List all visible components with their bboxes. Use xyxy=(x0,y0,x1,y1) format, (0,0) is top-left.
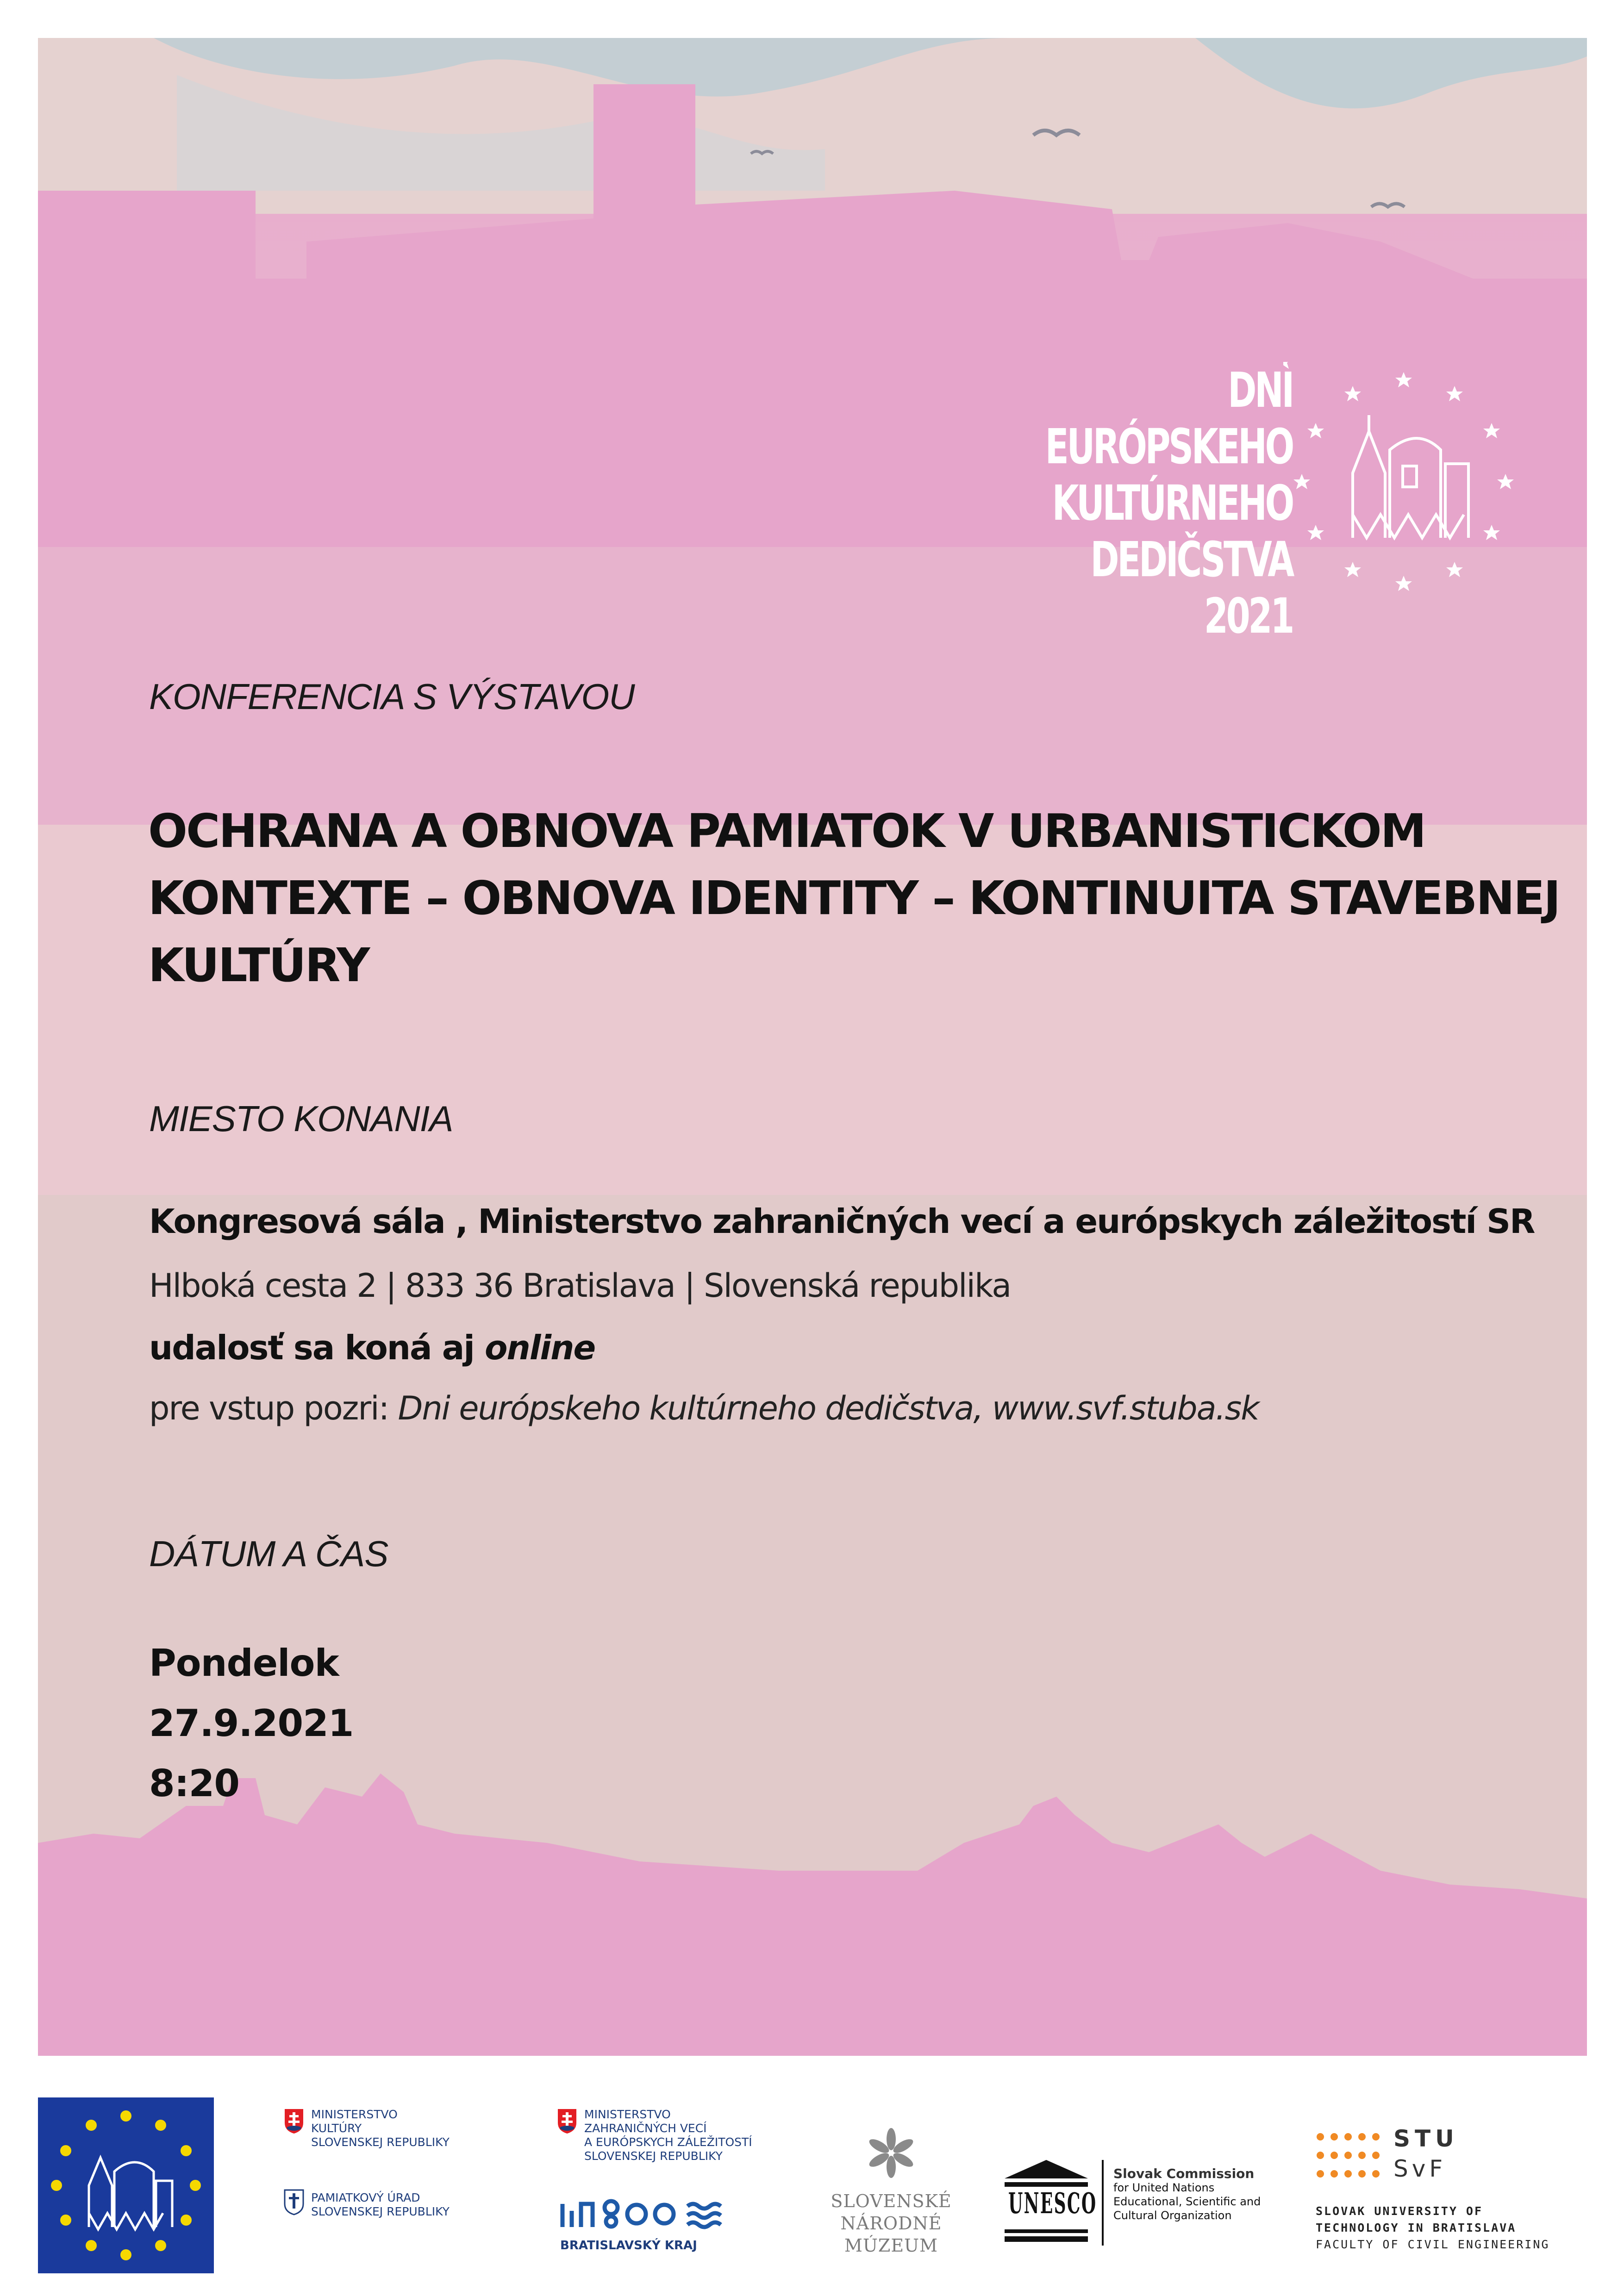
unesco-wordmark: UNESCO xyxy=(1008,2186,1097,2220)
event-type-label: KONFERENCIA S VÝSTAVOU xyxy=(149,676,635,717)
eu-heritage-flag-icon xyxy=(38,2097,214,2273)
national-museum-line-1: SLOVENSKÉ xyxy=(831,2191,952,2211)
unesco-commission-line-2: for United Nations xyxy=(1113,2181,1215,2194)
european-heritage-days-stars-icon xyxy=(1283,362,1524,603)
unesco-commission-line-4: Cultural Organization xyxy=(1113,2209,1232,2222)
logo-line-3: DEDIČSTVA xyxy=(1090,531,1293,588)
ministry-foreign-line-2: ZAHRANIČNÝCH VECÍ xyxy=(584,2122,707,2135)
stu-name-line-2: TECHNOLOGY IN BRATISLAVA xyxy=(1316,2221,1517,2234)
access-prefix: pre vstup pozri: xyxy=(149,1389,398,1427)
stu-wordmark: STU xyxy=(1393,2125,1459,2152)
monuments-office-label xyxy=(311,2191,450,2219)
slovak-coat-of-arms-icon-2 xyxy=(556,2107,579,2134)
event-date: 27.9.2021 xyxy=(149,1702,354,1745)
logo-line-4: 2021 xyxy=(1204,588,1293,644)
bratislava-region-logo-icon xyxy=(558,2195,734,2232)
datetime-label: DÁTUM A ČAS xyxy=(149,1533,388,1574)
online-prefix: udalosť sa koná aj xyxy=(149,1328,485,1367)
ministry-foreign-line-3: A EURÓPSKYCH ZÁLEŽITOSTÍ xyxy=(584,2135,752,2149)
venue-name: Kongresová sála , Ministerstvo zahraničných vecí a európskych záležitostí SR xyxy=(149,1202,1535,1241)
national-museum-line-2: NÁRODNÉ xyxy=(840,2213,942,2234)
poster-background xyxy=(38,38,1587,2056)
ministry-foreign-label xyxy=(584,2108,752,2163)
stu-name-label xyxy=(1316,2203,1549,2253)
unesco-commission-line-3: Educational, Scientific and xyxy=(1113,2195,1261,2208)
stu-name-line-3: FACULTY OF CIVIL ENGINEERING xyxy=(1316,2238,1550,2251)
stu-name-line-1: SLOVAK UNIVERSITY OF xyxy=(1316,2204,1483,2218)
unesco-divider xyxy=(1102,2160,1104,2246)
national-museum-line-3: MÚZEUM xyxy=(844,2235,938,2256)
monuments-office-emblem-icon xyxy=(282,2188,306,2215)
ministry-foreign-line-1: MINISTERSTVO xyxy=(584,2108,671,2121)
ministry-culture-label xyxy=(311,2108,450,2149)
unesco-commission-label xyxy=(1113,2167,1261,2222)
access-link[interactable]: Dni európskeho kultúrneho dedičstva, www.svf.stuba.sk xyxy=(398,1389,1259,1427)
event-logo-wordmark xyxy=(894,362,1293,644)
monuments-office-line-2: SLOVENSKEJ REPUBLIKY xyxy=(311,2205,450,2218)
venue-address: Hlboká cesta 2 | 833 36 Bratislava | Slovenská republika xyxy=(149,1267,1011,1305)
national-museum-label xyxy=(826,2190,956,2257)
logo-line-1: DNI EURÓPSKEHO xyxy=(1045,362,1293,475)
event-time: 8:20 xyxy=(149,1762,239,1805)
ministry-culture-line-2: KULTÚRY xyxy=(311,2122,362,2135)
logo-line-2: KULTÚRNEHO xyxy=(1052,475,1293,531)
venue-label: MIESTO KONANIA xyxy=(149,1098,453,1139)
event-title-line-1: OCHRANA A OBNOVA PAMIATOK V URBANISTICKOM xyxy=(148,804,1425,858)
event-title-line-2: KONTEXTE – OBNOVA IDENTITY – KONTINUITA STAVEBNEJ xyxy=(148,871,1560,925)
bratislava-region-label: BRATISLAVSKÝ KRAJ xyxy=(560,2239,697,2252)
ministry-culture-line-1: MINISTERSTVO xyxy=(311,2108,398,2121)
event-title-line-3: KULTÚRY xyxy=(148,938,369,992)
svf-wordmark: SvF xyxy=(1393,2155,1447,2182)
partner-logos-footer xyxy=(0,2056,1624,2296)
ministry-culture-line-3: SLOVENSKEJ REPUBLIKY xyxy=(311,2135,450,2149)
ministry-foreign-line-4: SLOVENSKEJ REPUBLIKY xyxy=(584,2149,723,2163)
slovak-coat-of-arms-icon xyxy=(282,2107,306,2134)
event-day: Pondelok xyxy=(149,1642,339,1685)
monuments-office-line-1: PAMIATKOVÝ ÚRAD xyxy=(311,2191,420,2204)
online-word: online xyxy=(485,1328,595,1367)
online-note xyxy=(149,1328,595,1367)
national-museum-star-icon xyxy=(866,2128,917,2178)
castle-silhouette-illustration xyxy=(38,38,1587,2056)
stu-dot-grid-icon xyxy=(1315,2130,1384,2185)
unesco-commission-line-1: Slovak Commission xyxy=(1113,2166,1255,2181)
access-info xyxy=(149,1389,1259,1427)
